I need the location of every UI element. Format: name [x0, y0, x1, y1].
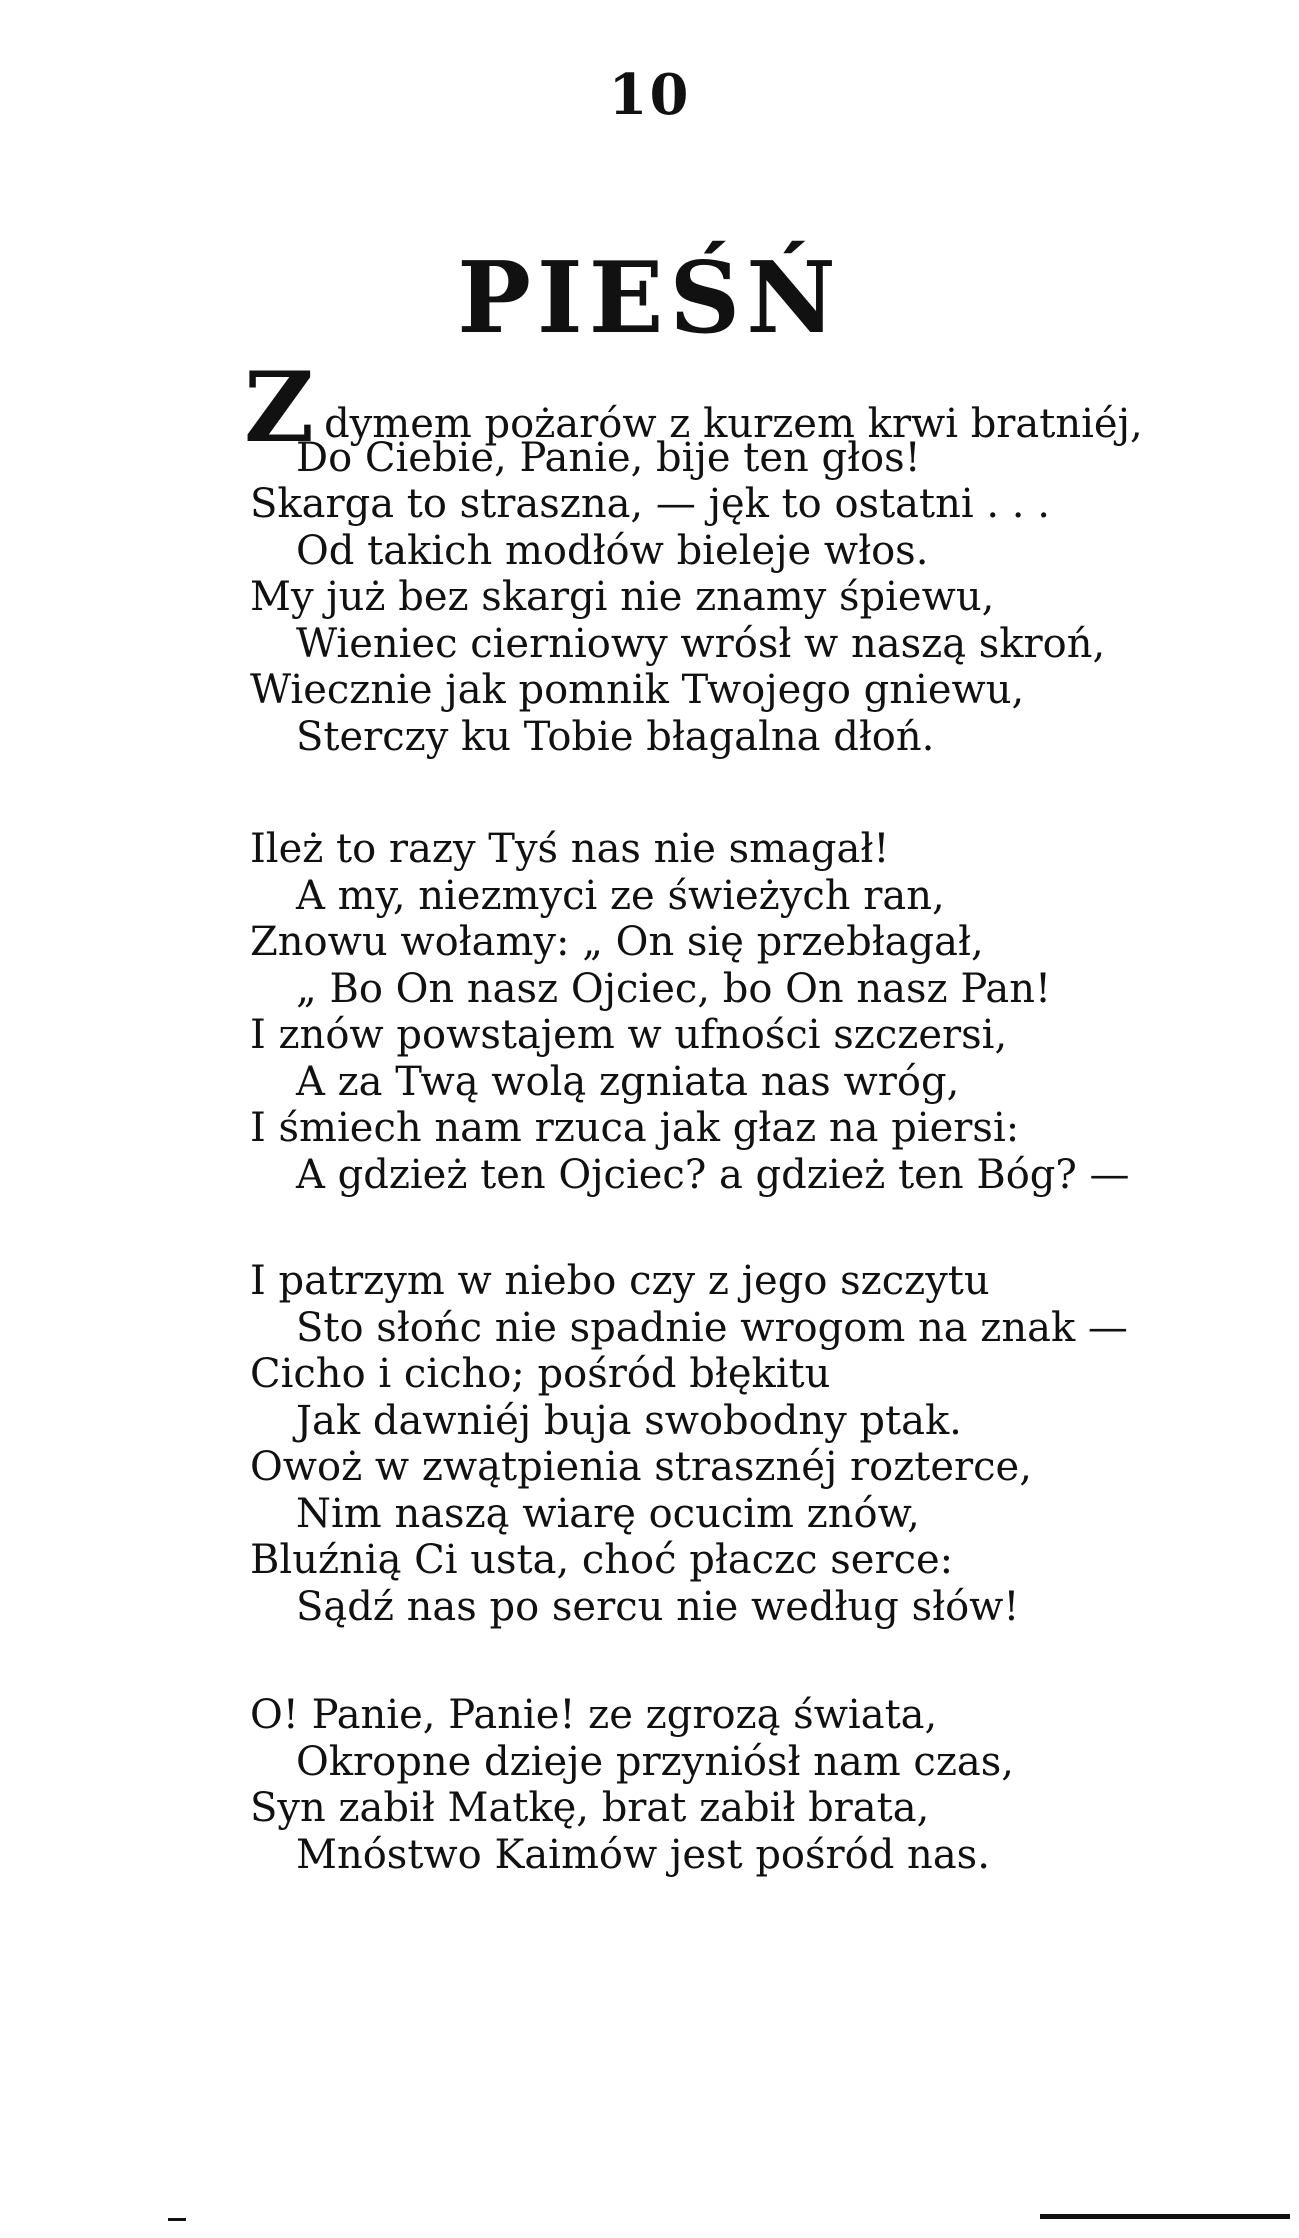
poem-line: Znowu wołamy: „ On się przebłagał, [250, 919, 984, 965]
poem-line: Od takich modłów bieleje włos. [296, 527, 929, 574]
poem-line: Jak dawniéj buja swobodny ptak. [296, 1397, 962, 1444]
poem-line: O! Panie, Panie! ze zgrozą świata, [250, 1692, 938, 1738]
poem-line: Mnóstwo Kaimów jest pośród nas. [296, 1831, 990, 1878]
poem-line: Wiecznie jak pomnik Twojego gniewu, [250, 667, 1025, 713]
poem-line: Okropne dzieje przyniósł nam czas, [296, 1738, 1014, 1785]
poem-line: Wieniec cierniowy wrósł w naszą skroń, [296, 620, 1106, 667]
stanza-3 [250, 1258, 1250, 1630]
poem-line: Owoż w zwątpienia strasznéj rozterce, [250, 1444, 1032, 1490]
poem-line: Sądź nas po sercu nie według słów! [296, 1583, 1020, 1630]
poem-line: My już bez skargi nie znamy śpiewu, [250, 574, 995, 620]
poem-line: I śmiech nam rzuca jak głaz na piersi: [250, 1105, 1020, 1151]
poem-title: PIEŚŃ [457, 241, 842, 356]
poem-line: Ileż to razy Tyś nas nie smagał! [250, 826, 890, 872]
page-number: 10 [608, 62, 691, 128]
poem-line: Zdymem pożarów z kurzem krwi bratniéj, [244, 351, 1143, 464]
poem-line: Bluźnią Ci usta, choć płaczc serce: [250, 1537, 954, 1583]
poem-line: I znów powstajem w ufności szczersi, [250, 1012, 1008, 1058]
poem-line: „ Bo On nasz Ojciec, bo On nasz Pan! [296, 965, 1052, 1012]
footer-rule [1040, 2214, 1290, 2219]
stanza-1 [244, 351, 1250, 760]
poem-line: A za Twą wolą zgniata nas wróg, [296, 1058, 960, 1105]
poem-line: A my, niezmyci ze świeżych ran, [296, 872, 945, 919]
stanza-2 [250, 826, 1250, 1198]
poem-line: I patrzym w niebo czy z jego szczytu [250, 1258, 990, 1304]
stanza-4 [250, 1692, 1250, 1878]
poem-line: Do Ciebie, Panie, bije ten głos! [296, 434, 921, 481]
poem-line: Skarga to straszna, — jęk to ostatni . . . [250, 481, 1050, 527]
poem-line: A gdzież ten Ojciec? a gdzież ten Bóg? — [296, 1151, 1130, 1198]
poem-line: Sterczy ku Tobie błagalna dłoń. [296, 713, 935, 760]
poem-line: Cicho i cicho; pośród błękitu [250, 1351, 831, 1397]
footer-mark [168, 2218, 186, 2221]
drop-cap: Z [244, 351, 315, 464]
poem-line: Syn zabił Matkę, brat zabił brata, [250, 1785, 930, 1831]
poem-line: Nim naszą wiarę ocucim znów, [296, 1490, 920, 1537]
poem-line: Sto słońc nie spadnie wrogom na znak — [296, 1304, 1128, 1351]
